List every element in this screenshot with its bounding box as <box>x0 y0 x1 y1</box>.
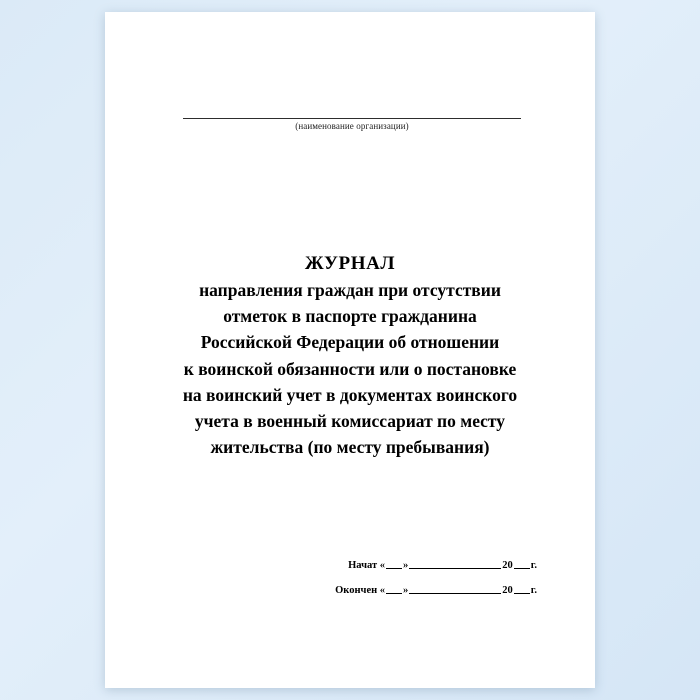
subtitle-line: отметок в паспорте гражданина <box>223 306 477 326</box>
document-subtitle <box>135 277 565 461</box>
finished-label: Окончен <box>335 585 378 596</box>
year-prefix: 20 <box>502 585 513 596</box>
year-blank[interactable] <box>514 568 530 569</box>
organization-name-rule <box>183 104 521 119</box>
year-prefix: 20 <box>502 560 513 571</box>
started-label: Начат <box>348 560 378 571</box>
document-body <box>105 12 595 688</box>
subtitle-line: к воинской обязанности или о постановке <box>183 358 517 379</box>
quote-open: « <box>379 560 386 571</box>
subtitle-line: на воинский учет в документах воинского <box>182 384 518 405</box>
subtitle-line: направления граждан при отсутствии <box>199 279 501 300</box>
month-blank[interactable] <box>409 593 501 594</box>
quote-close: » <box>403 585 409 596</box>
page-title: ЖУРНАЛ <box>304 253 396 274</box>
organization-name-field[interactable] <box>183 104 521 131</box>
document-title-block <box>135 252 565 461</box>
subtitle-line: учета в военный комиссариат по месту <box>194 411 506 431</box>
quote-open: « <box>379 585 386 596</box>
year-suffix: г. <box>530 560 537 571</box>
document-footer <box>105 560 595 610</box>
subtitle-line: Российской Федерации об отношении <box>200 332 500 353</box>
month-blank[interactable] <box>409 568 501 569</box>
quote-close: » <box>403 560 409 571</box>
day-blank[interactable] <box>386 593 402 594</box>
day-blank[interactable] <box>386 568 402 569</box>
year-suffix: г. <box>530 585 537 596</box>
organization-name-caption: (наименование организации) <box>295 121 409 131</box>
finished-date-field[interactable] <box>105 585 537 596</box>
subtitle-line: жительства (по месту пребывания) <box>210 437 490 458</box>
document-page <box>105 12 595 688</box>
year-blank[interactable] <box>514 593 530 594</box>
started-date-field[interactable] <box>105 560 537 571</box>
